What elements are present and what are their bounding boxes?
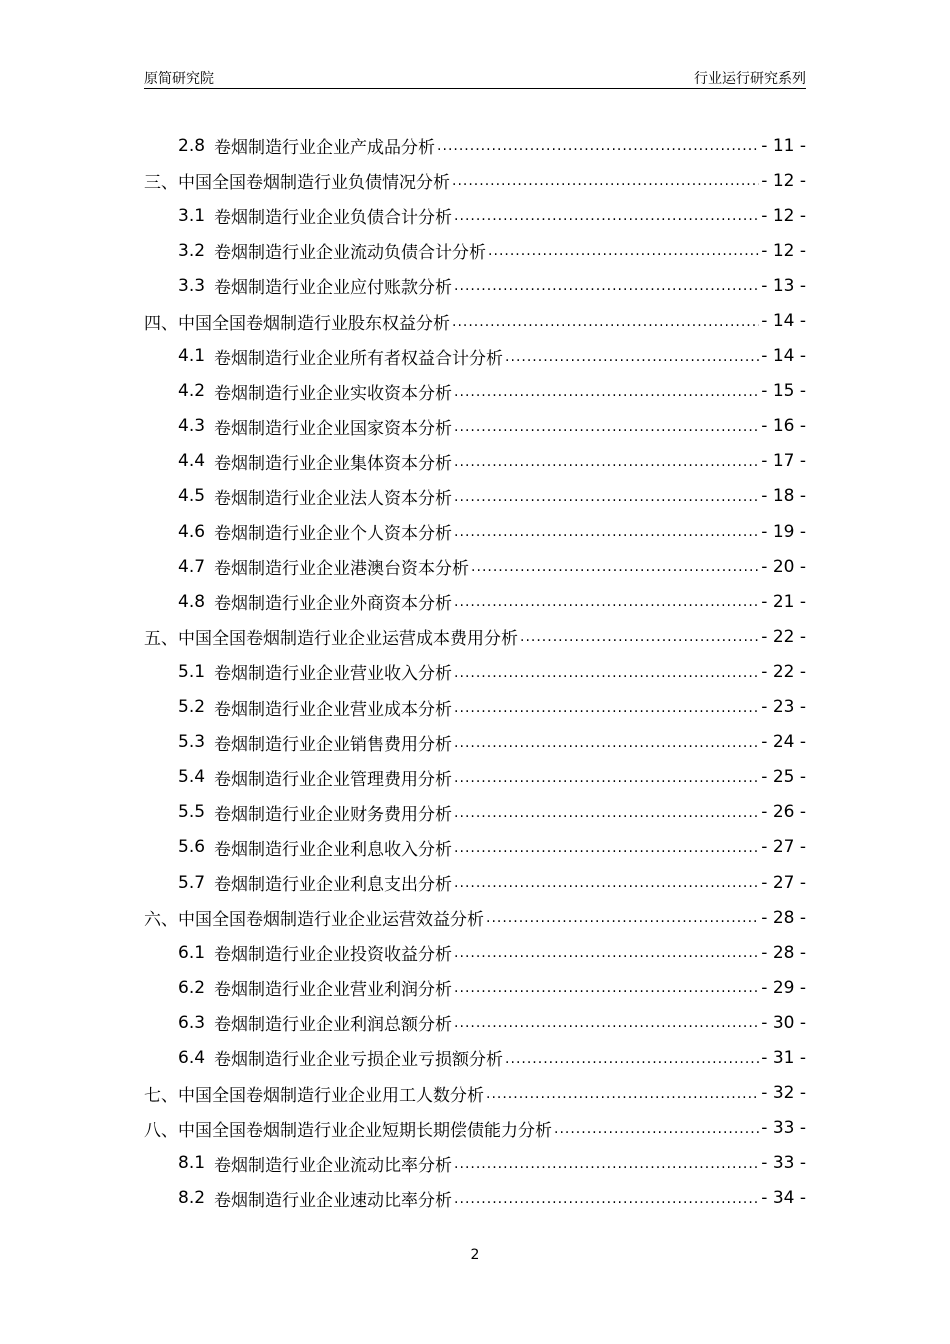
toc-entry[interactable] xyxy=(144,760,806,795)
toc-entry-title: 六、中国全国卷烟制造行业企业运营效益分析 xyxy=(144,910,484,931)
toc-dot-leader xyxy=(454,840,759,865)
toc-entry[interactable] xyxy=(144,409,806,444)
toc-entry-number: 5.5 xyxy=(178,802,206,823)
toc-entry-number: 5.1 xyxy=(178,661,206,682)
toc-entry-title: 卷烟制造行业企业管理费用分析 xyxy=(214,769,453,790)
toc-dot-leader xyxy=(454,875,759,900)
toc-entry[interactable] xyxy=(144,163,806,198)
toc-entry-page: - 14 - xyxy=(761,311,806,332)
toc-entry-number: 8.1 xyxy=(178,1153,206,1174)
toc-entry-page: - 14 - xyxy=(761,346,806,367)
toc-entry[interactable] xyxy=(144,444,806,479)
toc-dot-leader xyxy=(486,910,759,935)
toc-dot-leader xyxy=(454,735,759,760)
toc-entry[interactable] xyxy=(144,549,806,584)
toc-entry[interactable] xyxy=(144,970,806,1005)
toc-entry[interactable] xyxy=(144,198,806,233)
toc-dot-leader xyxy=(486,1086,759,1111)
toc-entry[interactable] xyxy=(144,619,806,654)
toc-dot-leader xyxy=(454,1156,759,1181)
toc-entry[interactable] xyxy=(144,233,806,268)
toc-entry[interactable] xyxy=(144,795,806,830)
toc-entry-page: - 27 - xyxy=(761,872,806,893)
toc-entry-title: 卷烟制造行业企业利润总额分析 xyxy=(214,1015,453,1036)
toc-entry-page: - 22 - xyxy=(761,626,806,647)
toc-entry-title: 卷烟制造行业企业个人资本分析 xyxy=(214,524,453,545)
toc-entry-page: - 22 - xyxy=(761,661,806,682)
toc-entry-number: 4.7 xyxy=(178,556,206,577)
toc-entry[interactable] xyxy=(144,339,806,374)
toc-entry-number: 5.6 xyxy=(178,837,206,858)
toc-entry-title: 卷烟制造行业企业法人资本分析 xyxy=(214,488,453,509)
toc-entry-number: 3.2 xyxy=(178,240,206,261)
toc-entry-page: - 32 - xyxy=(761,1083,806,1104)
toc-entry[interactable] xyxy=(144,303,806,338)
toc-entry-title: 卷烟制造行业企业财务费用分析 xyxy=(214,804,453,825)
header-org-name: 原简研究院 xyxy=(144,71,214,87)
header-series-title: 行业运行研究系列 xyxy=(694,71,806,87)
toc-entry-title: 卷烟制造行业企业实收资本分析 xyxy=(214,383,453,404)
toc-dot-leader xyxy=(454,1015,759,1040)
toc-entry-page: - 12 - xyxy=(761,170,806,191)
page-header xyxy=(144,66,806,89)
toc-dot-leader xyxy=(488,243,759,268)
toc-dot-leader xyxy=(454,419,759,444)
toc-entry-page: - 24 - xyxy=(761,732,806,753)
toc-dot-leader xyxy=(505,349,759,374)
toc-entry[interactable] xyxy=(144,514,806,549)
toc-entry-page: - 15 - xyxy=(761,381,806,402)
toc-entry-title: 七、中国全国卷烟制造行业企业用工人数分析 xyxy=(144,1085,484,1106)
toc-entry-page: - 30 - xyxy=(761,1012,806,1033)
toc-dot-leader xyxy=(454,208,759,233)
toc-entry[interactable] xyxy=(144,654,806,689)
toc-entry-number: 5.4 xyxy=(178,767,206,788)
toc-entry-page: - 31 - xyxy=(761,1047,806,1068)
toc-entry-title: 卷烟制造行业企业港澳台资本分析 xyxy=(214,559,470,580)
toc-entry-page: - 27 - xyxy=(761,837,806,858)
toc-entry-title: 八、中国全国卷烟制造行业企业短期长期偿债能力分析 xyxy=(144,1120,552,1141)
toc-entry-page: - 28 - xyxy=(761,942,806,963)
toc-entry-page: - 12 - xyxy=(761,240,806,261)
toc-entry-page: - 13 - xyxy=(761,275,806,296)
toc-entry-page: - 23 - xyxy=(761,697,806,718)
toc-entry[interactable] xyxy=(144,1040,806,1075)
toc-entry-title: 卷烟制造行业企业流动负债合计分析 xyxy=(214,243,487,264)
toc-entry-page: - 20 - xyxy=(761,556,806,577)
toc-entry[interactable] xyxy=(144,1111,806,1146)
toc-entry-page: - 28 - xyxy=(761,907,806,928)
toc-dot-leader xyxy=(454,384,759,409)
toc-entry-title: 四、中国全国卷烟制造行业股东权益分析 xyxy=(144,313,450,334)
toc-dot-leader xyxy=(520,629,759,654)
toc-dot-leader xyxy=(454,945,759,970)
toc-entry-page: - 29 - xyxy=(761,977,806,998)
toc-entry-title: 五、中国全国卷烟制造行业企业运营成本费用分析 xyxy=(144,629,518,650)
toc-entry-number: 4.8 xyxy=(178,591,206,612)
toc-dot-leader xyxy=(437,138,759,163)
toc-entry[interactable] xyxy=(144,584,806,619)
toc-entry-title: 卷烟制造行业企业集体资本分析 xyxy=(214,453,453,474)
toc-entry-title: 卷烟制造行业企业所有者权益合计分析 xyxy=(214,348,504,369)
toc-dot-leader xyxy=(454,1191,759,1216)
toc-entry-title: 卷烟制造行业企业产成品分析 xyxy=(214,138,436,159)
toc-entry[interactable] xyxy=(144,1076,806,1111)
table-of-contents xyxy=(144,128,806,1216)
toc-entry-page: - 18 - xyxy=(761,486,806,507)
toc-entry-number: 4.6 xyxy=(178,521,206,542)
toc-dot-leader xyxy=(454,454,759,479)
toc-dot-leader xyxy=(452,173,759,198)
toc-entry[interactable] xyxy=(144,865,806,900)
toc-dot-leader xyxy=(452,314,759,339)
toc-dot-leader xyxy=(454,700,759,725)
toc-entry-page: - 12 - xyxy=(761,205,806,226)
toc-entry-page: - 25 - xyxy=(761,767,806,788)
toc-entry-page: - 11 - xyxy=(761,135,806,156)
toc-entry[interactable] xyxy=(144,479,806,514)
toc-entry-title: 卷烟制造行业企业投资收益分析 xyxy=(214,945,453,966)
toc-dot-leader xyxy=(454,980,759,1005)
toc-entry-title: 卷烟制造行业企业利息收入分析 xyxy=(214,839,453,860)
toc-entry-number: 5.2 xyxy=(178,697,206,718)
toc-entry-number: 5.7 xyxy=(178,872,206,893)
toc-entry-title: 卷烟制造行业企业国家资本分析 xyxy=(214,418,453,439)
toc-entry-number: 6.4 xyxy=(178,1047,206,1068)
toc-entry-page: - 19 - xyxy=(761,521,806,542)
toc-entry[interactable] xyxy=(144,1181,806,1216)
toc-entry-title: 卷烟制造行业企业速动比率分析 xyxy=(214,1190,453,1211)
toc-entry-title: 卷烟制造行业企业亏损企业亏损额分析 xyxy=(214,1050,504,1071)
toc-entry-number: 6.1 xyxy=(178,942,206,963)
toc-entry-number: 5.3 xyxy=(178,732,206,753)
toc-entry-title: 卷烟制造行业企业应付账款分析 xyxy=(214,278,453,299)
toc-dot-leader xyxy=(454,524,759,549)
toc-entry[interactable] xyxy=(144,900,806,935)
toc-entry-number: 8.2 xyxy=(178,1188,206,1209)
toc-entry[interactable] xyxy=(144,1146,806,1181)
toc-entry-title: 卷烟制造行业企业销售费用分析 xyxy=(214,734,453,755)
toc-entry-title: 卷烟制造行业企业营业利润分析 xyxy=(214,980,453,1001)
toc-entry-title: 卷烟制造行业企业外商资本分析 xyxy=(214,594,453,615)
toc-entry-title: 卷烟制造行业企业利息支出分析 xyxy=(214,875,453,896)
toc-entry-number: 6.3 xyxy=(178,1012,206,1033)
toc-dot-leader xyxy=(454,489,759,514)
toc-dot-leader xyxy=(454,594,759,619)
toc-entry-title: 卷烟制造行业企业营业成本分析 xyxy=(214,699,453,720)
toc-entry-page: - 26 - xyxy=(761,802,806,823)
toc-dot-leader xyxy=(471,559,759,584)
toc-entry-page: - 17 - xyxy=(761,451,806,472)
toc-entry-number: 2.8 xyxy=(178,135,206,156)
toc-entry[interactable] xyxy=(144,935,806,970)
toc-entry-page: - 33 - xyxy=(761,1153,806,1174)
page-number: 2 xyxy=(470,1247,480,1263)
toc-entry-number: 4.5 xyxy=(178,486,206,507)
toc-entry-title: 卷烟制造行业企业营业收入分析 xyxy=(214,664,453,685)
toc-entry-number: 4.4 xyxy=(178,451,206,472)
toc-dot-leader xyxy=(554,1121,759,1146)
toc-entry-number: 3.1 xyxy=(178,205,206,226)
toc-dot-leader xyxy=(454,770,759,795)
toc-entry-number: 4.1 xyxy=(178,346,206,367)
toc-entry[interactable] xyxy=(144,725,806,760)
toc-entry-number: 4.2 xyxy=(178,381,206,402)
toc-entry[interactable] xyxy=(144,690,806,725)
toc-dot-leader xyxy=(454,278,759,303)
toc-entry[interactable] xyxy=(144,1005,806,1040)
toc-entry-title: 卷烟制造行业企业流动比率分析 xyxy=(214,1155,453,1176)
toc-entry-title: 三、中国全国卷烟制造行业负债情况分析 xyxy=(144,173,450,194)
toc-dot-leader xyxy=(454,805,759,830)
toc-entry-number: 4.3 xyxy=(178,416,206,437)
toc-entry-page: - 21 - xyxy=(761,591,806,612)
toc-entry-page: - 33 - xyxy=(761,1118,806,1139)
toc-entry-number: 3.3 xyxy=(178,275,206,296)
toc-entry[interactable] xyxy=(144,128,806,163)
toc-dot-leader xyxy=(505,1051,759,1076)
toc-entry-number: 6.2 xyxy=(178,977,206,998)
toc-dot-leader xyxy=(454,665,759,690)
toc-entry[interactable] xyxy=(144,374,806,409)
toc-entry-title: 卷烟制造行业企业负债合计分析 xyxy=(214,208,453,229)
toc-entry-page: - 34 - xyxy=(761,1188,806,1209)
toc-entry-page: - 16 - xyxy=(761,416,806,437)
toc-entry[interactable] xyxy=(144,830,806,865)
toc-entry[interactable] xyxy=(144,268,806,303)
